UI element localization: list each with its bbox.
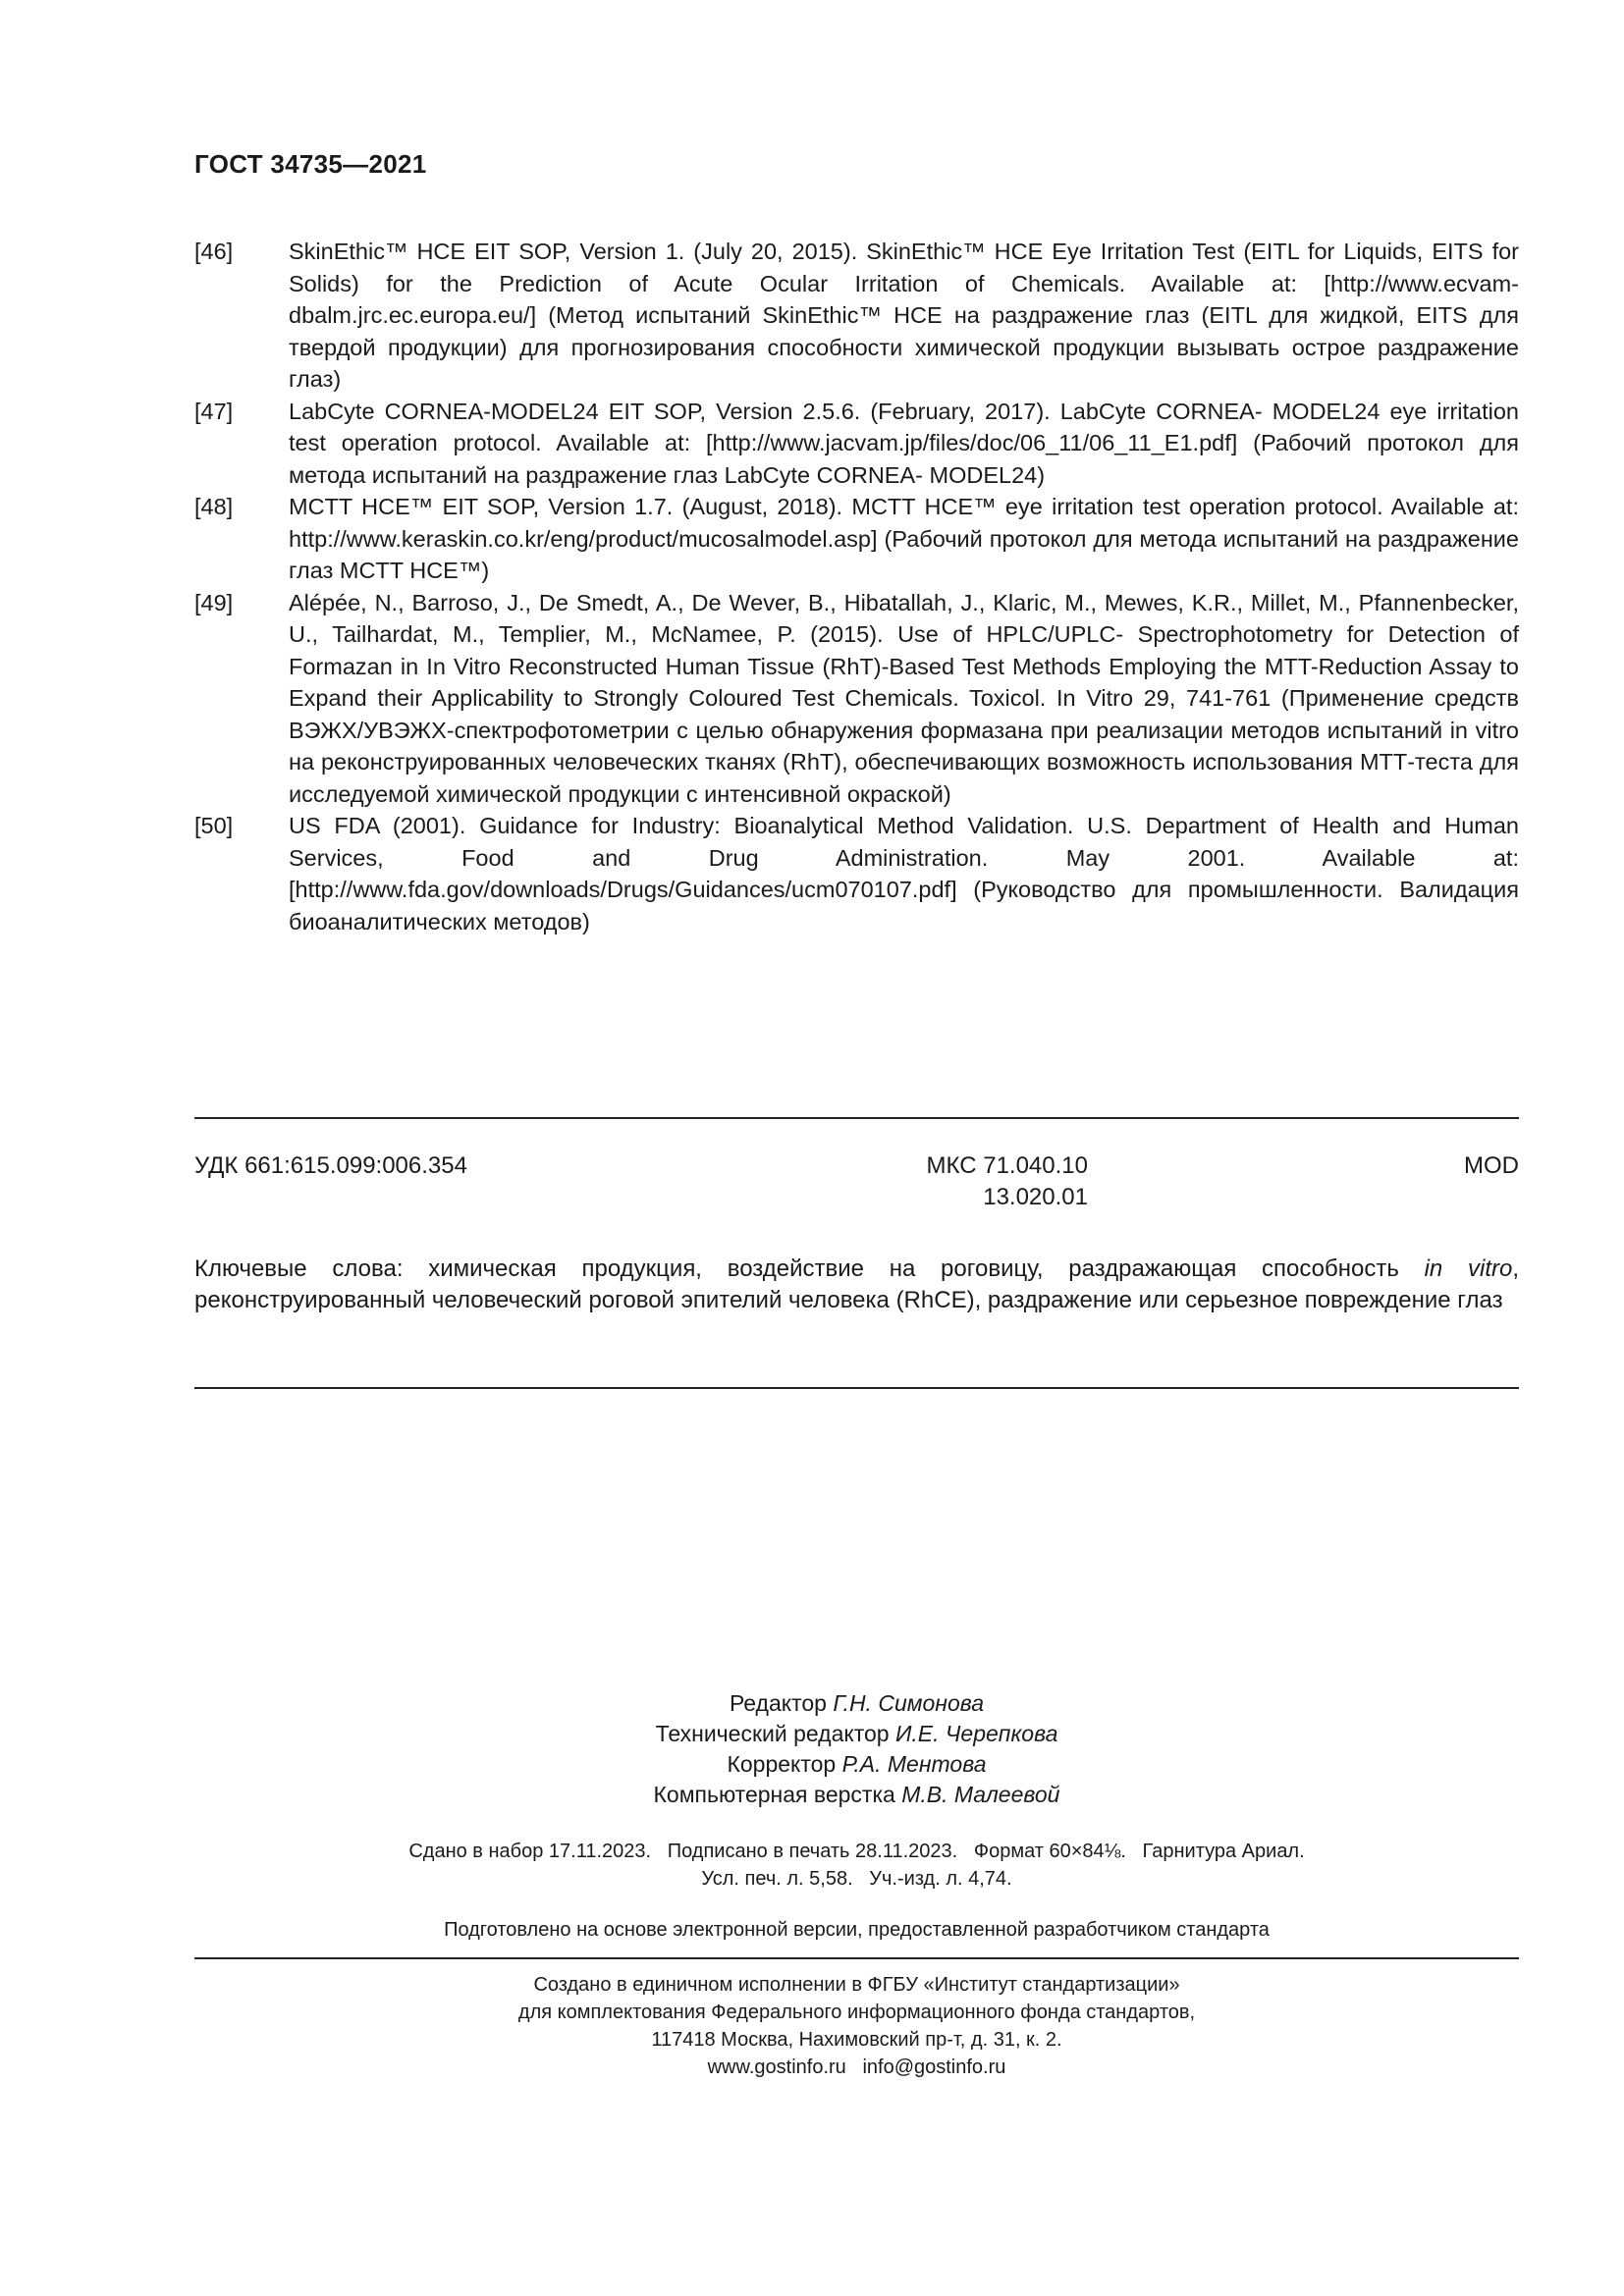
credit-line bbox=[194, 1688, 1519, 1719]
publisher-line-1: Создано в единичном исполнении в ФГБУ «Институт стандартизации» bbox=[533, 1974, 1180, 1996]
credit-line bbox=[194, 1780, 1519, 1810]
reference-text: Alépée, N., Barroso, J., De Smedt, A., De Wever, B., Hibatallah, J., Klaric, M., Mewes, K.R., Millet, M., Pfannenbecker, U., Tailhardat, M., Templier, M., McNamee, P. (2015). Use of HPLC/UPLC- Spectrophotometry for Detection of Formazan in In Vitro Reconstructed Human Tissue (RhT)-Based Test Methods Employing the MTT-Reduction Assay to Expand their Applicability to Strongly Coloured Test Chemicals. Toxicol. In Vitro 29, 741-761 (Применение средств ВЭЖХ/УВЭЖХ-спектрофотометрии с целью обнаружения формазана при реализации методов испытаний in vitro на реконструированных человеческих тканях (RhT), обеспечивающих возможность использования МТТ-теста для исследуемой химической продукции с интенсивной окраской) bbox=[289, 589, 1519, 807]
keywords-prefix: Ключевые слова: химическая продукция, воздействие на роговицу, раздражающая способность bbox=[194, 1255, 1425, 1282]
document-id: ГОСТ 34735—2021 bbox=[194, 149, 427, 179]
credit-name: М.В. Малеевой bbox=[901, 1782, 1060, 1807]
reference-text: SkinEthic™ HCE EIT SOP, Version 1. (July 20, 2015). SkinEthic™ HCE Eye Irritation Test (EITL for Liquids, EITS for Solids) for the Prediction of Acute Ocular Irritation of Chemicals. Available at: [http://www.ecvam- dbalm.jrc.ec.europa.eu/] (Метод испытаний SkinEthic™ HCE на раздражение глаз (EITL для жидкой, EITS для твердой продукции) для прогнозирования способности химической продукции вызывать острое раздражение глаз) bbox=[289, 239, 1519, 392]
credit-role: Редактор bbox=[729, 1690, 834, 1716]
publisher-info bbox=[194, 1971, 1519, 2081]
print-info-line-2: Усл. печ. л. 5,58. Уч.-изд. л. 4,74. bbox=[701, 1868, 1012, 1890]
reference-item bbox=[194, 810, 1519, 937]
mks-code-2: 13.020.01 bbox=[983, 1184, 1088, 1210]
print-info-line-1: Сдано в набор 17.11.2023. Подписано в печать 28.11.2023. Формат 60×84⅛. Гарнитура Ариал. bbox=[408, 1841, 1305, 1862]
credit-name: Р.А. Ментова bbox=[841, 1751, 987, 1777]
credit-name: И.Е. Черепкова bbox=[894, 1721, 1058, 1746]
reference-number: [47] bbox=[194, 398, 234, 424]
prepared-note: Подготовлено на основе электронной версии, предоставленной разработчиком стандарта bbox=[444, 1919, 1270, 1941]
reference-number: [49] bbox=[194, 589, 234, 615]
print-info bbox=[194, 1838, 1519, 1893]
keywords-italic: in vitro bbox=[1424, 1255, 1513, 1282]
reference-text: US FDA (2001). Guidance for Industry: Bioanalytical Method Validation. U.S. Department of Health and Human Services, Food and Drug Administration. May 2001. Available at: [http://www.fda.gov/downloads/Drugs/Guidances/ucm070107.pdf] (Руководство для промышленности. Валидация биоаналитических методов) bbox=[289, 813, 1519, 934]
keywords bbox=[194, 1254, 1519, 1316]
credit-role: Компьютерная верстка bbox=[653, 1782, 902, 1807]
divider bbox=[194, 1387, 1519, 1389]
reference-number: [46] bbox=[194, 239, 234, 264]
publisher-line-2: для комплектования Федерального информационного фонда стандартов, bbox=[517, 2002, 1196, 2023]
reference-list bbox=[194, 236, 1519, 937]
udc-code: УДК 661:615.099:006.354 bbox=[194, 1152, 467, 1179]
reference-item bbox=[194, 396, 1519, 492]
credit-name: Г.Н. Симонова bbox=[833, 1690, 985, 1716]
publisher-line-3: 117418 Москва, Нахимовский пр-т, д. 31, к. 2. bbox=[651, 2029, 1062, 2051]
credit-line bbox=[194, 1749, 1519, 1780]
credit-role: Технический редактор bbox=[655, 1721, 895, 1746]
reference-number: [48] bbox=[194, 494, 234, 519]
mod-label: MOD bbox=[1464, 1152, 1519, 1179]
reference-item bbox=[194, 491, 1519, 587]
keywords-suffix: , реконструированный человеческий роговой эпителий человека (RhCE), раздражение или серьезное повреждение глаз bbox=[194, 1255, 1520, 1313]
reference-item bbox=[194, 236, 1519, 396]
divider bbox=[194, 1117, 1519, 1119]
reference-text: LabCyte CORNEA-MODEL24 EIT SOP, Version 2.5.6. (February, 2017). LabCyte CORNEA- MODEL24 eye irritation test operation protocol. Available at: [http://www.jacvam.jp/files/doc/06_11/06_11_E1.pdf] (Рабочий протокол для метода испытаний на раздражение глаз LabCyte CORNEA- MODEL24) bbox=[289, 398, 1519, 488]
reference-number: [50] bbox=[194, 813, 234, 838]
divider bbox=[194, 1957, 1519, 1959]
mks-code-1: МКС 71.040.10 bbox=[926, 1152, 1088, 1179]
reference-item bbox=[194, 587, 1519, 811]
credits bbox=[194, 1688, 1519, 1810]
publisher-contacts: www.gostinfo.ru info@gostinfo.ru bbox=[707, 2056, 1006, 2078]
credit-role: Корректор bbox=[727, 1751, 842, 1777]
mks-codes bbox=[901, 1150, 1088, 1213]
reference-text: MCTT HCE™ EIT SOP, Version 1.7. (August, 2018). MCTT HCE™ eye irritation test operation protocol. Available at: http://www.keraskin.co.kr/eng/product/mucosalmodel.asp] (Рабочий протокол для метода испытаний на раздражение глаз MCTT HCE™) bbox=[289, 494, 1519, 583]
credit-line bbox=[194, 1719, 1519, 1749]
